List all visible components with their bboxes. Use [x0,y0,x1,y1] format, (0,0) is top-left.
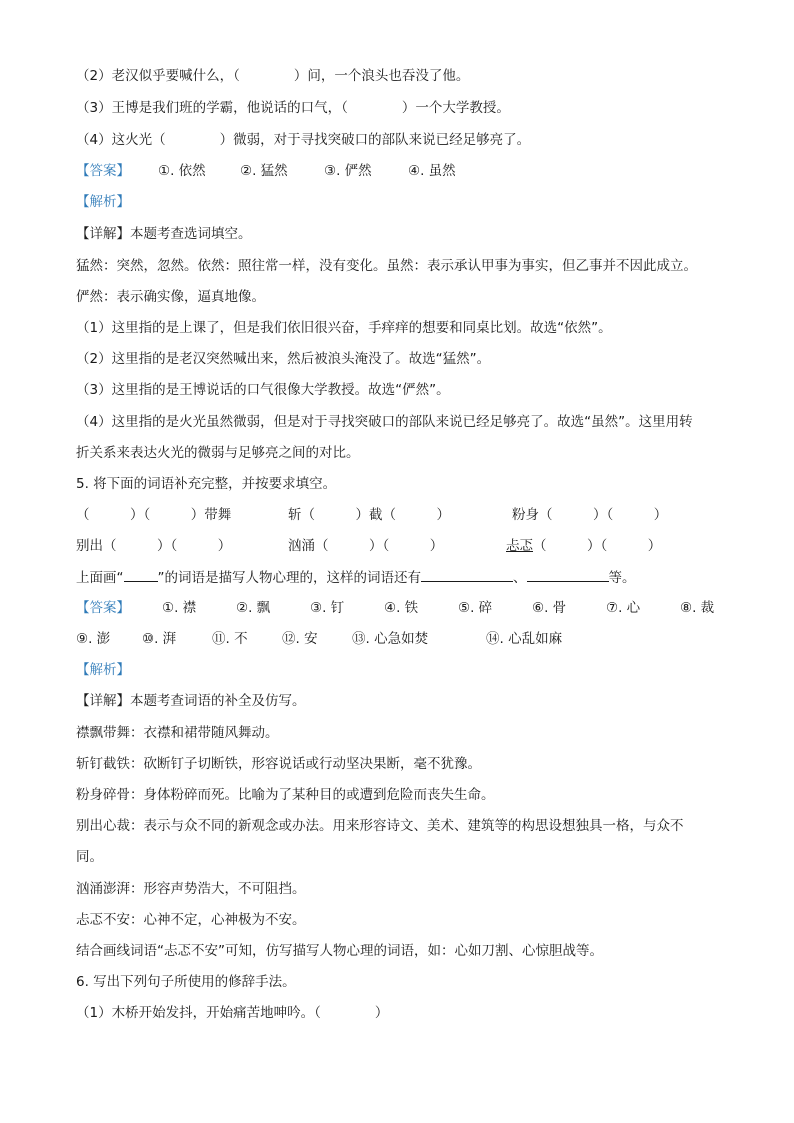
q4-analysis-label: 【解析】 [76,194,130,210]
q6-item-1: （1）木桥开始发抖，开始痛苦地呻吟。（ ） [76,1005,389,1021]
q5-answer-line-1 [76,598,726,618]
q4-explanation-4b: 折关系来表达火光的微弱与足够亮之间的对比。 [76,445,360,461]
q4-explanation-4a: （4）这里指的是火光虽然微弱，但是对于寻找突破口的部队来说已经足够亮了。故选“虽然”。这里用转 [76,414,693,430]
idiom-blank: 粉身（ ）（ ） [512,507,668,523]
answer-item: ⑥. 骨 [532,600,567,616]
answer-label: 【答案】 [76,163,130,179]
answer-item: ②. 猛然 [240,163,288,179]
idiom-blank: 汹涌（ ）（ ） [288,538,444,554]
answer-item: ③. 俨然 [324,163,372,179]
answer-item: ①. 依然 [158,163,206,179]
fill-blank-1 [421,567,513,582]
fill-blank-2 [527,567,609,582]
q5-explanation-6: 忐忑不安：心神不定，心神极为不安。 [76,912,306,928]
answer-item: ⑪. 不 [212,631,248,647]
answer-item: ⑬. 心急如焚 [352,631,429,647]
answer-item: ⑩. 湃 [142,631,177,647]
fill-blank-short [124,567,158,582]
idiom-blank: （ ）（ ）带舞 [76,507,232,523]
answer-item: ⑤. 碎 [458,600,493,616]
answer-item: ①. 襟 [162,600,197,616]
idiom-blank-rest: （ ）（ ） [533,538,662,554]
q5-explanation-2: 斩钉截铁：砍断钉子切断铁，形容说话或行动坚决果断，毫不犹豫。 [76,756,481,772]
q5-row-2 [76,536,716,556]
q4-item-4: （4）这火光（ ）微弱，对于寻找突破口的部队来说已经足够亮了。 [76,132,531,148]
fill-text-b: ”的词语是描写人物心理的，这样的词语还有 [157,570,421,586]
q5-fill-line [76,567,636,588]
q5-explanation-4b: 同。 [76,849,103,865]
q6-title: 6. 写出下列句子所使用的修辞手法。 [76,974,296,990]
idiom-blank-underlined [506,536,661,556]
answer-item: ⑦. 心 [606,600,641,616]
idiom-blank: 别出（ ）（ ） [76,538,232,554]
answer-item: ②. 飘 [236,600,271,616]
q5-explanation-1: 襟飘带舞：衣襟和裙带随风舞动。 [76,725,279,741]
q5-explanation-3: 粉身碎骨：身体粉碎而死。比喻为了某种目的或遭到危险而丧失生命。 [76,787,495,803]
q4-answer-line [76,161,456,181]
answer-item: ⑭. 心乱如麻 [486,631,563,647]
answer-item: ④. 虽然 [408,163,456,179]
answer-label: 【答案】 [76,600,130,616]
answer-item: ⑧. 裁 [680,600,715,616]
q5-title: 5. 将下面的词语补充完整，并按要求填空。 [76,476,337,492]
q5-explanation-5: 汹涌澎湃：形容声势浩大，不可阻挡。 [76,881,306,897]
answer-item: ⑨. 澎 [76,631,111,647]
q4-definition-2: 俨然：表示确实像，逼真地像。 [76,289,265,305]
answer-item: ⑫. 安 [282,631,318,647]
fill-text-a: 上面画“ [76,570,124,586]
q4-explanation-1: （1）这里指的是上课了，但是我们依旧很兴奋，手痒痒的想要和同桌比划。故选“依然”。 [76,320,612,336]
q4-item-2: （2）老汉似乎要喊什么，（ ）问，一个浪头也吞没了他。 [76,68,470,84]
fill-text-d: 等。 [608,570,636,586]
underlined-word: 忐忑 [506,538,533,554]
q5-row-1 [76,505,716,525]
q5-explanation-7: 结合画线词语“忐忑不安”可知，仿写描写人物心理的词语，如：心如刀割、心惊胆战等。 [76,943,603,959]
fill-text-c: 、 [513,570,527,586]
idiom-blank: 斩（ ）截（ ） [288,507,450,523]
q5-analysis-label: 【解析】 [76,662,130,678]
q4-definition-1: 猛然：突然，忽然。依然：照往常一样，没有变化。虽然：表示承认甲事为事实，但乙事并不因此成立。 [76,258,697,274]
q4-detail: 【详解】本题考查选词填空。 [76,226,252,242]
q4-explanation-2: （2）这里指的是老汉突然喊出来，然后被浪头淹没了。故选“猛然”。 [76,351,491,367]
q4-explanation-3: （3）这里指的是王博说话的口气很像大学教授。故选“俨然”。 [76,382,450,398]
q4-item-3: （3）王博是我们班的学霸，他说话的口气，（ ）一个大学教授。 [76,100,510,116]
q5-answer-line-2 [76,629,726,649]
q5-detail: 【详解】本题考查词语的补全及仿写。 [76,693,306,709]
answer-item: ④. 铁 [384,600,419,616]
answer-item: ③. 钉 [310,600,345,616]
q5-explanation-4a: 别出心裁：表示与众不同的新观念或办法。用来形容诗文、美术、建筑等的构思设想独具一格，与众不 [76,818,684,834]
